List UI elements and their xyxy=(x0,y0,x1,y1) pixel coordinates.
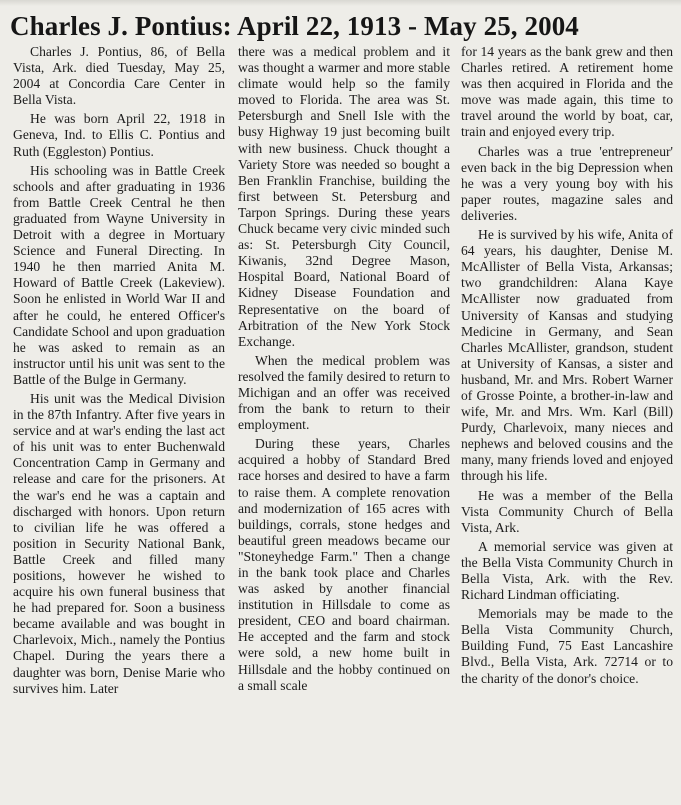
paragraph: His unit was the Medical Division in the 87th Infantry. After five years in service and at war's ending the last act of his unit was to enter Buchenwald Concentration Camp in Germany and release and care for the prisoners. At the war's end he was a captain and discharged with honors. Upon return to civilian life he was offered a position in Security National Bank, Battle Creek and filled many positions, however he wished to acquire his own funeral business that he had prepared for. Soon a business became available and was bought in Charlevoix, Mich., namely the Pontius Chapel. During the years there a daughter was born, Denise Marie who survives him. Later xyxy=(13,390,225,696)
torn-top-edge xyxy=(0,0,681,6)
article-body xyxy=(13,44,677,802)
paragraph: He was born April 22, 1918 in Geneva, Ind. to Ellis C. Pontius and Ruth (Eggleston) Pontius. xyxy=(13,111,225,159)
paragraph: When the medical problem was resolved the family desired to return to Michigan and an offer was received from the bank to return to their employment. xyxy=(238,352,450,433)
obituary-headline: Charles J. Pontius: April 22, 1913 - May 25, 2004 xyxy=(10,11,579,41)
paragraph: He was a member of the Bella Vista Community Church of Bella Vista, Ark. xyxy=(461,487,673,535)
column-1 xyxy=(13,44,225,802)
column-2 xyxy=(238,44,450,802)
paragraph: Charles J. Pontius, 86, of Bella Vista, Ark. died Tuesday, May 25, 2004 at Concordia Care Center in Bella Vista. xyxy=(13,44,225,108)
paragraph: His schooling was in Battle Creek schools and after graduating in 1936 from Battle Creek Central he then graduated from Wayne University in Detroit with a degree in Mortuary Science and Funeral Directing. In 1940 he then married Anita M. Howard of Battle Creek (Lakeview). Soon he enlisted in World War II and after he could, he entered Officer's Candidate School and upon graduation he was asked to remain as an instructor until his unit was sent to the Battle of the Bulge in Germany. xyxy=(13,162,225,387)
paragraph: Memorials may be made to the Bella Vista Community Church, Building Fund, 75 East Lancashire Blvd., Bella Vista, Ark. 72714 or to the charity of the donor's choice. xyxy=(461,606,673,686)
paragraph: A memorial service was given at the Bella Vista Community Church in Bella Vista, Ark. with the Rev. Richard Lindman officiating. xyxy=(461,538,673,603)
column-3 xyxy=(461,44,673,802)
paragraph: He is survived by his wife, Anita of 64 years, his daughter, Denise M. McAllister of Bella Vista, Arkansas; two grandchildren: Alana Kaye McAllister now graduated from University of Kansas and studying Medicine in Germany, and Sean Charles McAllister, grandson, student at University of Kansas, a sister and husband, Mr. and Mrs. Robert Warner of Grosse Pointe, a brother-in-law and wife, Mr. and Mrs. Wm. Karl (Bill) Purdy, Charlevoix, many nieces and nephews and beloved cousins and the many, many friends loved and enjoyed through his life. xyxy=(461,227,673,484)
paragraph: there was a medical problem and it was thought a warmer and more stable climate would help so the family moved to Florida. The area was St. Petersburgh and Snell Isle with the busy Highway 19 just becoming built with new business. Chuck thought a Variety Store was needed so bought a Ben Franklin Franchise, building the first between St. Petersburg and Tarpon Springs. During these years Chuck became very civic minded such as: St. Petersburgh City Council, Kiwanis, 32nd Degree Mason, Hospital Board, National Board of Kidney Disease Foundation and Representative on the board of Arbitration of the New York Stock Exchange. xyxy=(238,44,450,349)
paragraph: During these years, Charles acquired a hobby of Standard Bred race horses and desired to have a farm to raise them. A complete renovation and modernization of 165 acres with buildings, corrals, stone hedges and beautiful green meadows became our "Stoneyhedge Farm." Then a change in the bank took place and Charles was asked by another financial institution in Hillsdale to come as president, CEO and board chairman. He accepted and the farm and stock were sold, a new home built in Hillsdale and the hobby continued on a small scale xyxy=(238,436,450,693)
paragraph: for 14 years as the bank grew and then Charles retired. A retirement home was then acquired in Florida and the move was made again, this time to travel around the world by boat, car, train and enjoyed every trip. xyxy=(461,44,673,140)
paragraph: Charles was a true 'entrepreneur' even back in the big Depression when he was a very young boy with his paper routes, magazine sales and deliveries. xyxy=(461,143,673,223)
